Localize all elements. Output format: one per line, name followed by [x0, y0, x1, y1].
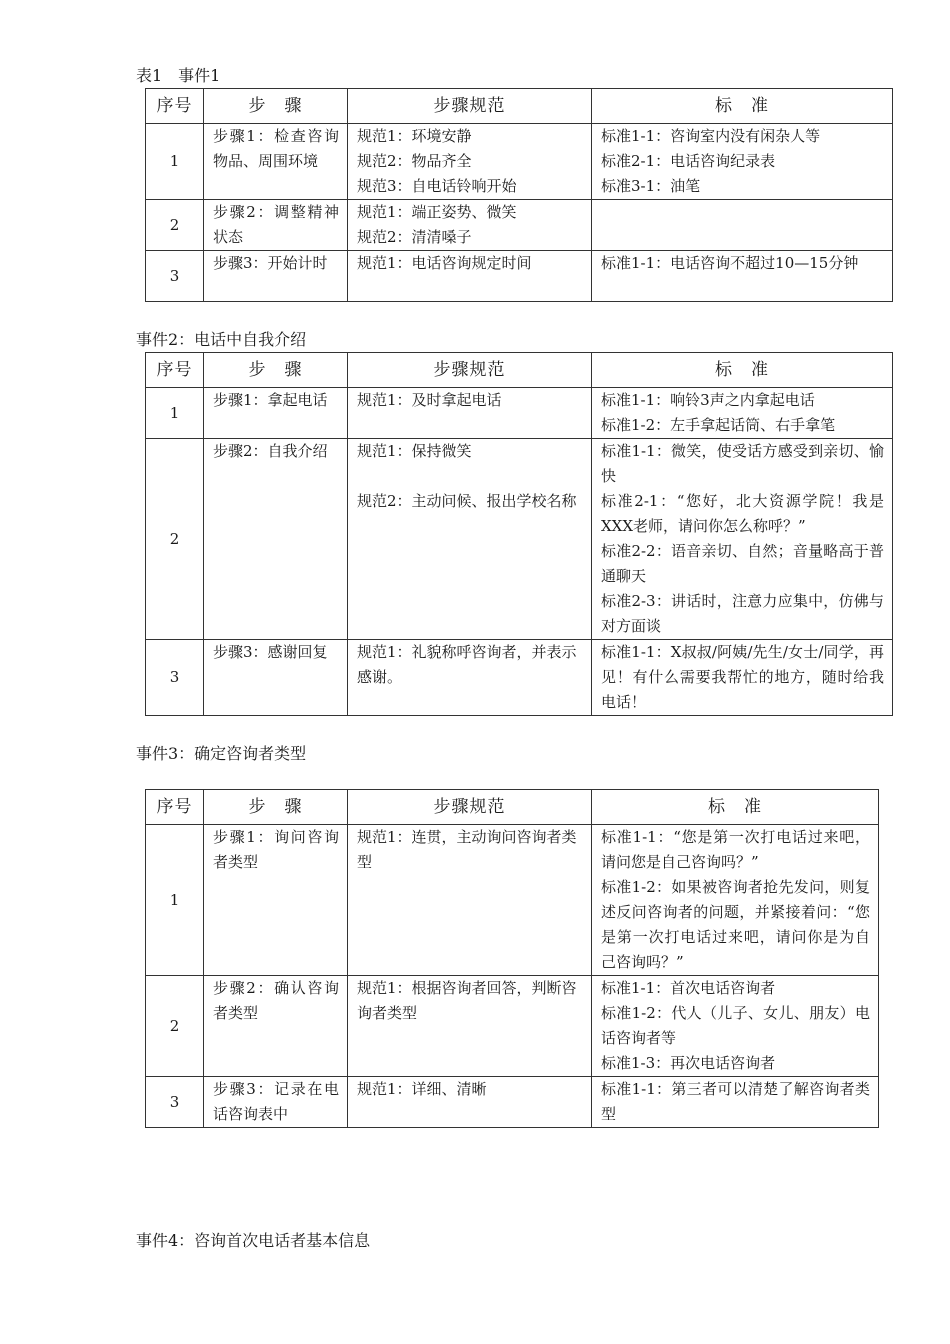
row-spec: [348, 640, 592, 716]
row-spec: [348, 976, 592, 1077]
table-row: [146, 124, 893, 200]
row-step: 步骤2：确认咨询者类型: [204, 976, 348, 1077]
row-spec: [348, 251, 592, 302]
row-seq: 3: [146, 1077, 204, 1128]
row-seq: 2: [146, 976, 204, 1077]
table1-caption: 表1 事件1: [136, 66, 221, 85]
row-standard: [592, 124, 893, 200]
standard-line: 标准1-2：代人（儿子、女儿、朋友）电话咨询者等: [601, 1004, 870, 1047]
spec-line: 规范1：端正姿势、微笑: [357, 203, 517, 221]
row-standard: [592, 1077, 879, 1128]
standard-line: 标准2-2：语音亲切、自然；音量略高于普通聊天: [601, 542, 884, 585]
table3-caption: 事件3：确定咨询者类型: [136, 744, 307, 763]
header-standard: 标 准: [592, 790, 879, 825]
table-row: [146, 388, 893, 439]
header-spec: 步骤规范: [348, 790, 592, 825]
row-spec: [348, 388, 592, 439]
table-row: [146, 1077, 879, 1128]
standard-line: 标准1-3：再次电话咨询者: [601, 1054, 776, 1072]
spec-line: 规范1：环境安静: [357, 127, 472, 145]
row-standard: [592, 825, 879, 976]
row-standard: [592, 251, 893, 302]
event4-caption: 事件4：咨询首次电话者基本信息: [136, 1231, 371, 1250]
spec-line: 规范1：礼貌称呼咨询者，并表示感谢。: [357, 643, 577, 686]
row-spec: [348, 124, 592, 200]
row-step: 步骤3：感谢回复: [204, 640, 348, 716]
row-seq: 3: [146, 640, 204, 716]
row-standard: [592, 976, 879, 1077]
table-row: [146, 200, 893, 251]
row-seq: 1: [146, 388, 204, 439]
standard-line: 标准1-2：如果被咨询者抢先发问，则复述反问咨询者的问题，并紧接着问：“您是第一次打电话过来吧，请问你是为自己咨询吗？”: [601, 878, 870, 971]
spec-line: 规范1：及时拿起电话: [357, 391, 502, 409]
row-seq: 1: [146, 124, 204, 200]
spec-line: 规范1：连贯，主动询问咨询者类型: [357, 828, 577, 871]
standard-line: 标准1-1：微笑，使受话方感受到亲切、愉快: [601, 442, 884, 485]
row-standard: [592, 200, 893, 251]
header-step: 步 骤: [204, 790, 348, 825]
spec-line: 规范1：电话咨询规定时间: [357, 254, 532, 272]
event2-table: [145, 352, 893, 716]
table-row: [146, 640, 893, 716]
spec-line: 规范3：自电话铃响开始: [357, 177, 517, 195]
spec-spacer: [357, 464, 583, 489]
event1-table: [145, 88, 893, 302]
table2-caption: 事件2：电话中自我介绍: [136, 330, 307, 349]
spec-line: 规范2：物品齐全: [357, 152, 472, 170]
row-step: 步骤3：记录在电话咨询表中: [204, 1077, 348, 1128]
standard-line: 标准2-3：讲话时，注意力应集中，仿佛与对方面谈: [601, 592, 884, 635]
spec-line: 规范1：根据咨询者回答，判断咨询者类型: [357, 979, 577, 1022]
standard-line: 标准2-1：电话咨询纪录表: [601, 152, 776, 170]
row-step: 步骤2：调整精神状态: [204, 200, 348, 251]
row-spec: [348, 200, 592, 251]
row-standard: [592, 640, 893, 716]
standard-line: 标准1-1：首次电话咨询者: [601, 979, 776, 997]
row-seq: 2: [146, 439, 204, 640]
table-row: [146, 251, 893, 302]
row-seq: 3: [146, 251, 204, 302]
table-row: [146, 439, 893, 640]
table-row: [146, 825, 879, 976]
spec-line: 规范2：清清嗓子: [357, 228, 472, 246]
row-step: 步骤1：询问咨询者类型: [204, 825, 348, 976]
row-spec: [348, 825, 592, 976]
standard-line: 标准1-2：左手拿起话筒、右手拿笔: [601, 416, 836, 434]
standard-line: 标准1-1：响铃3声之内拿起电话: [601, 391, 815, 409]
spec-line: 规范2：主动问候、报出学校名称: [357, 492, 577, 510]
row-step: 步骤3：开始计时: [204, 251, 348, 302]
header-spec: 步骤规范: [348, 353, 592, 388]
row-seq: 2: [146, 200, 204, 251]
row-standard: [592, 439, 893, 640]
spec-line: 规范1：详细、清晰: [357, 1080, 487, 1098]
standard-line: 标准1-1：X叔叔/阿姨/先生/女士/同学，再见！有什么需要我帮忙的地方，随时给我电话！: [601, 643, 884, 711]
table-row: [146, 976, 879, 1077]
row-spec: [348, 439, 592, 640]
row-spec: [348, 1077, 592, 1128]
standard-line: 标准3-1：油笔: [601, 177, 701, 195]
header-standard: 标 准: [592, 89, 893, 124]
header-step: 步 骤: [204, 89, 348, 124]
row-standard: [592, 388, 893, 439]
standard-line: 标准1-1：电话咨询不超过10—15分钟: [601, 254, 859, 272]
header-spec: 步骤规范: [348, 89, 592, 124]
header-step: 步 骤: [204, 353, 348, 388]
row-step: 步骤1：拿起电话: [204, 388, 348, 439]
header-seq: 序号: [146, 89, 204, 124]
row-step: 步骤2：自我介绍: [204, 439, 348, 640]
row-seq: 1: [146, 825, 204, 976]
standard-line: 标准2-1：“您好，北大资源学院！我是XXX老师，请问你怎么称呼？”: [601, 492, 884, 535]
spec-line: 规范1：保持微笑: [357, 442, 472, 460]
standard-line: 标准1-1：咨询室内没有闲杂人等: [601, 127, 821, 145]
standard-line: 标准1-1：第三者可以清楚了解咨询者类型: [601, 1080, 870, 1123]
standard-line: 标准1-1：“您是第一次打电话过来吧，请问您是自己咨询吗？”: [601, 828, 870, 871]
event3-table: [145, 789, 879, 1128]
header-standard: 标 准: [592, 353, 893, 388]
header-seq: 序号: [146, 353, 204, 388]
row-step: 步骤1：检查咨询物品、周围环境: [204, 124, 348, 200]
header-seq: 序号: [146, 790, 204, 825]
